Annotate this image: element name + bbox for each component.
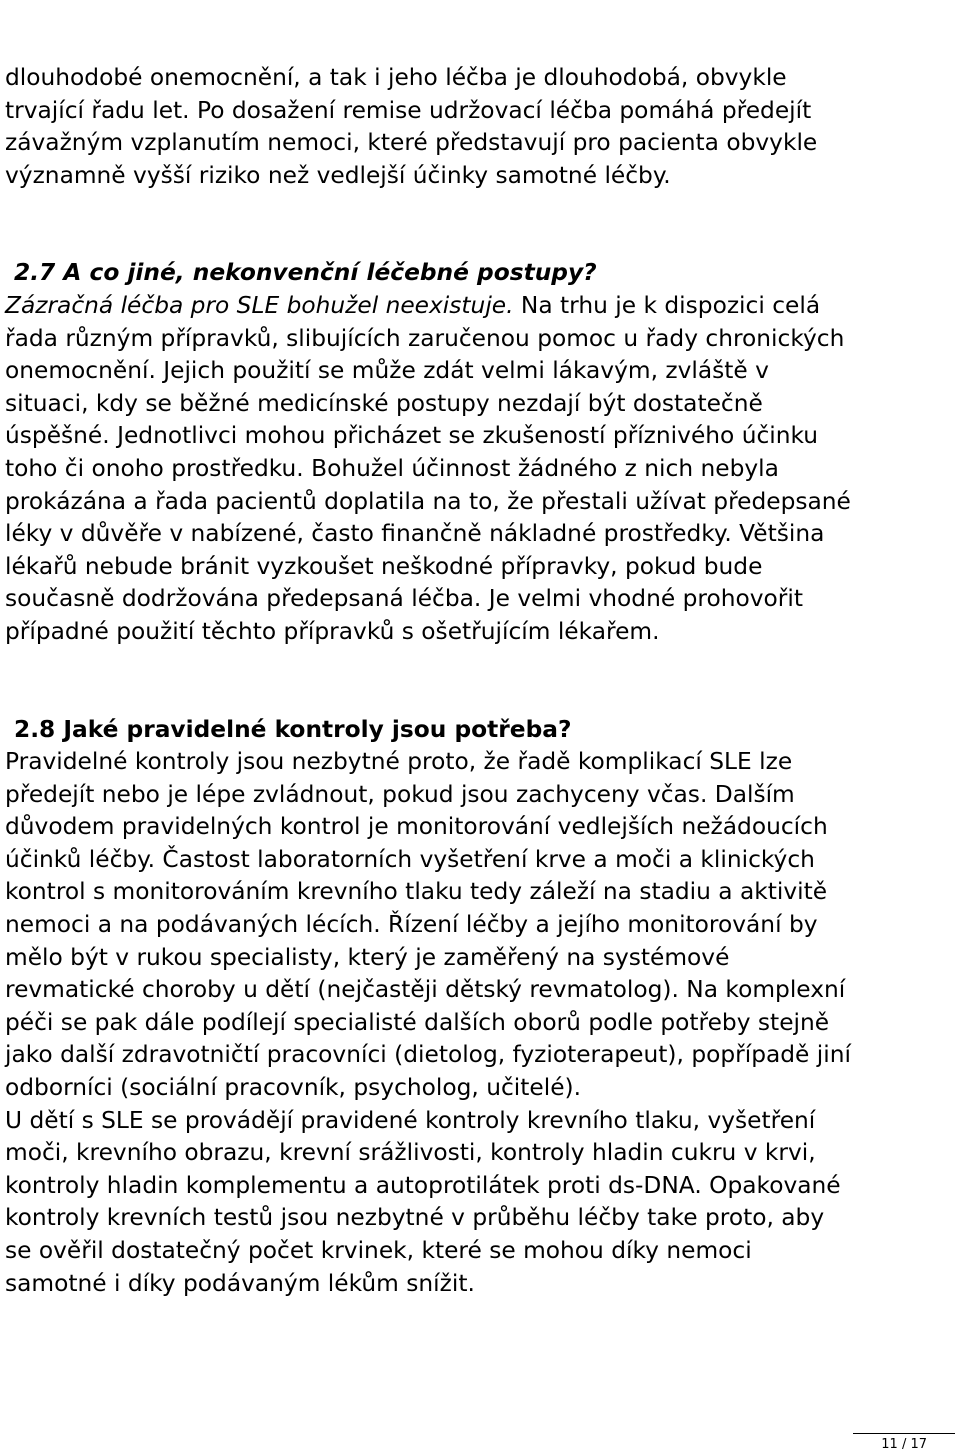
section-spacer [5, 192, 955, 257]
document-page [5, 62, 955, 1300]
section-spacer [5, 649, 955, 714]
section-2-8-paragraph-1: Pravidelné kontroly jsou nezbytné proto, že řadě komplikací SLE lze předejít nebo je lépe zvládnout, pokud jsou zachyceny včas. Dalším důvodem pravidelných kontrol je monitorování vedlejších nežádoucích účinků léčby. Častost laboratorních vyšetření krve a moči a klinických kontrol s monitorováním krevního tlaku tedy záleží na stadiu a aktivitě nemoci a na podávaných lécích. Řízení léčby a jejího monitorování by mělo být v rukou specialisty, který je zaměřený na systémové revmatické choroby u dětí (nejčastěji dětský revmatolog). Na komplexní péči se pak dále podílejí specialisté dalších oborů podle potřeby stejně jako další zdravotničtí pracovníci (dietolog, fyzioterapeut), popřípadě jiní odborníci (sociální pracovník, psycholog, učitelé). [5, 748, 851, 1102]
page-number: 11 / 17 [881, 1437, 927, 1452]
section-2-8-paragraph-2: U dětí s SLE se provádějí pravidené kontroly krevního tlaku, vyšetření moči, krevního obrazu, krevní srážlivosti, kontroly hladin cukru v krvi, kontroly hladin komplementu a autoprotilátek proti ds-DNA. Opakované kontroly krevních testů jsou nezbytné v průběhu léčby take proto, aby se ověřil dostatečný počet krvinek, které se mohou díky nemoci samotné i díky podávaným lékům snížit. [5, 1106, 841, 1297]
intro-paragraph: dlouhodobé onemocnění, a tak i jeho léčba je dlouhodobá, obvykle trvající řadu let. Po dosažení remise udržovací léčba pomáhá předejít závažným vzplanutím nemoci, které představují pro pacienta obvykle významně vyšší riziko než vedlejší účinky samotné léčby. [5, 64, 818, 189]
footer-rule [853, 1433, 955, 1434]
section-2-7-lead: Zázračná léčba pro SLE bohužel neexistuje. [5, 291, 514, 319]
section-heading-2-8: 2.8 Jaké pravidelné kontroly jsou potřeba? [14, 715, 572, 743]
section-heading-2-7: 2.7 A co jiné, nekonvenční léčebné postupy? [14, 259, 597, 287]
section-2-7-body: Na trhu je k dispozici celá řada různým přípravků, slibujících zaručenou pomoc u řady chronických onemocnění. Jejich použití se může zdát velmi lákavým, zvláště v situaci, kdy se běžné medicínské postupy nezdají být dostatečně úspěšné. Jednotlivci mohou přicházet se zkušeností příznivého účinku toho či onoho prostředku. Bohužel účinnost žádného z nich nebyla prokázána a řada pacientů doplatila na to, že přestali užívat předepsané léky v důvěře v nabízené, často finančně nákladné prostředky. Většina lékařů nebude bránit vyzkoušet neškodné přípravky, pokud bude současně dodržována předepsaná léčba. Je velmi vhodné prohovořit případné použití těchto přípravků s ošetřujícím lékařem. [5, 291, 851, 645]
section-2-7-paragraph [5, 290, 955, 649]
